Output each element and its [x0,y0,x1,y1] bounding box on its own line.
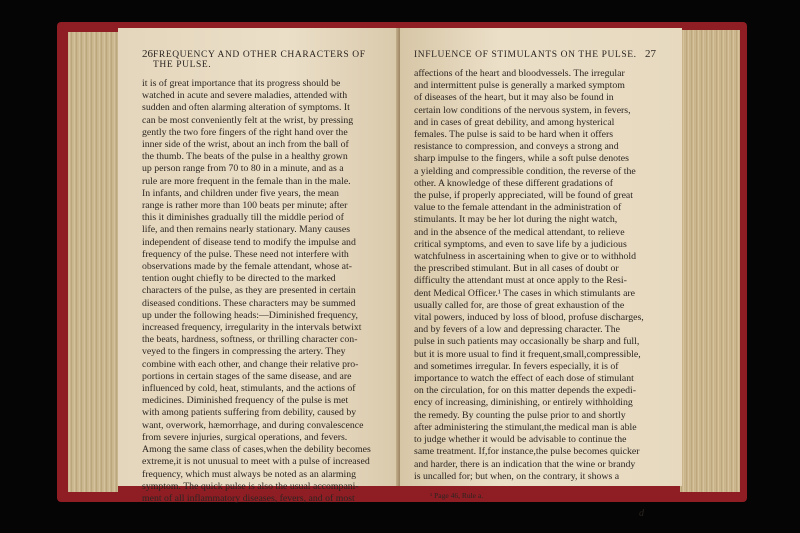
text-line: frequency of the pulse. These need not interfere with [142,248,349,260]
text-line: from severe injuries, surgical operations, and fevers. [142,431,348,443]
text-line: the prescribed stimulant. But in all cases of doubt or [414,263,619,275]
text-line: other. A knowledge of these different gradations of [414,177,613,189]
left-page [118,28,400,504]
text-line: medicines. Diminished frequency of the pulse is met [142,395,349,407]
text-line: watched in acute and severe maladies, attended with [142,90,348,102]
text-line: extreme,it is not unusual to meet with a pulse of increased [142,456,370,468]
text-line: increased frequency, irregularity in the intervals betwixt [142,322,362,334]
text-line: tention ought chiefly to be directed to the marked [142,273,336,285]
text-line: and harder, there is an indication that the wine or brandy [414,458,636,470]
text-line: dent Medical Officer.¹ The cases in which stimulants are [414,287,636,299]
text-line: diseased conditions. These characters may be summed [142,297,356,309]
text-line: value to the female attendant in the administration of [414,202,622,214]
text-line: veyed to the fingers in compressing the artery. They [142,346,346,358]
text-line: affections of the heart and bloodvessels. The irregular [414,68,625,79]
text-line: same treatment. If,for instance,the pulse becomes quicker [414,446,640,458]
text-line: symptom. The quick pulse is also the usual accompani- [142,480,359,492]
text-line: a yielding and compressible condition, the reverse of the [414,165,636,177]
text-line: usually called for, are those of great exhaustion of the [414,299,625,311]
text-line: the remedy. By counting the pulse prior to and shortly [414,409,626,421]
text-line: sharp impulse to the fingers, while a soft pulse denotes [414,153,629,165]
text-line: characters of the pulse, as they are presented in certain [142,285,356,297]
text-line: with among patients suffering from debility, caused by [142,407,357,419]
text-line: vital powers, induced by loss of blood, profuse discharges, [414,312,644,324]
left-running-head [142,48,386,70]
right-page-body [414,68,656,483]
left-page-body [142,78,386,505]
text-line: range is rather more than 100 beats per minute; after [142,200,348,212]
text-line: ment of all inflammatory diseases, fevers, and of most [142,492,355,504]
text-line: rule are more frequent in the female than in the male. [142,175,351,187]
text-line: after administering the stimulant,the medical man is able [414,421,637,433]
right-running-head [414,48,656,60]
text-line: it is of great importance that its progress should be [142,78,341,89]
text-line: frequency, which must always be noted as an alarming [142,468,357,480]
text-line: certain low conditions of the nervous system, in fevers, [414,104,631,116]
text-line: and by fevers of a low and depressing character. The [414,324,621,336]
text-line: observations made by the female attendant, whose at- [142,261,353,273]
text-line: difficulty the attendant must at once apply to the Resi- [414,275,627,287]
text-line: can be most conveniently felt at the wrist, by pressing [142,114,354,126]
signature-mark: d [639,507,644,519]
text-line: and sometimes irregular. In fevers especially, it is of [414,360,619,372]
left-running-title: FREQUENCY AND OTHER CHARACTERS OF THE PULSE. [153,50,366,70]
text-line: the pulse, if properly appreciated, will be found of great [414,190,633,202]
text-line: and in cases of great debility, and among hysterical [414,116,615,128]
text-line: and in the absence of the medical attendant, to relieve [414,226,625,238]
text-line: ency of increasing, diminishing, or entirely withholding [414,397,633,409]
footnote: ¹ Page 46, Rule a. [430,490,484,500]
text-line: females. The pulse is said to be hard when it offers [414,129,614,141]
text-line: resistance to compression, and conveys a strong and [414,141,619,153]
text-line: stimulants. It may be her lot during the night watch, [414,214,618,226]
text-line: watchfulness in ascertaining when to give or to withhold [414,251,637,263]
text-line: up under the following heads:—Diminished frequency, [142,309,358,321]
text-line: Among the same class of cases,when the debility becomes [142,444,371,456]
right-running-title: INFLUENCE OF STIMULANTS ON THE PULSE. [414,50,637,60]
text-line: critical symptoms, and even to save life by a judicious [414,238,627,250]
right-page [400,28,682,519]
page-edges-left [68,32,118,492]
text-line: inner side of the wrist, about an inch from the ball of [142,139,349,151]
right-page-number: 27 [645,48,656,60]
text-line: to judge whether it would be advisable to continue the [414,434,627,446]
text-line: combine with each other, and change their relative pro- [142,358,359,370]
page-edges-right [680,30,740,492]
text-line: the beats, hardness, softness, or thrilling character con- [142,334,358,346]
text-line: but it is more usual to find it frequent,small,compressible, [414,348,641,360]
text-line: pulse in such patients may occasionally be sharp and full, [414,336,640,348]
text-line: up person range from 70 to 80 in a minute, and as a [142,163,344,175]
text-line: gently the two fore fingers of the right hand over the [142,126,348,138]
text-line: In infants, and children under five years, the mean [142,187,339,199]
text-line: want, overwork, hæmorrhage, and during convalescence [142,419,364,431]
text-line: influenced by cold, heat, stimulants, and the actions of [142,383,356,395]
text-line: portions in certain stages of the same disease, and are [142,370,352,382]
text-line: this it diminishes gradually till the middle period of [142,212,344,224]
text-line: of diseases of the heart, but it may also be found in [414,92,614,104]
text-line: importance to watch the effect of each dose of stimulant [414,373,634,385]
text-line: the thumb. The beats of the pulse in a healthy grown [142,151,348,163]
text-line: sudden and often alarming alteration of symptoms. It [142,102,350,114]
text-line: and intermittent pulse is generally a marked symptom [414,80,625,92]
text-line: on the circulation, for on this matter depends the expedi- [414,385,636,397]
left-page-number: 26 [142,48,153,60]
text-line: is uncalled for; but when, on the contrary, it shows a [414,470,620,482]
text-line: life, and then remains nearly stationary. Many causes [142,224,351,236]
text-line: independent of disease tend to modify the impulse and [142,236,356,248]
